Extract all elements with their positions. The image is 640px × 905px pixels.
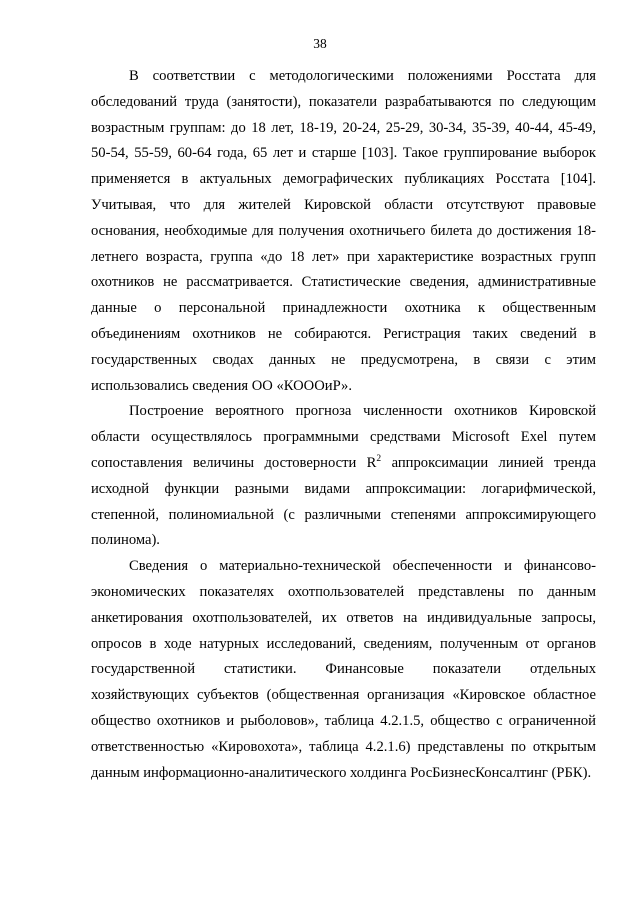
paragraph-methodology: В соответствии с методологическими положениями Росстата для обследований труда (занятости), показатели разрабатываются по следующим возрастным группам: до 18 лет, 18-19, 20-24, 25-29, 30-34, 35-39, 40-44, 45-49, 50-54, 55-59, 60-64 года, 65 лет и старше [103]. Такое группирование выборок применяется в актуальных демографических публикациях Росстата [104]. Учитывая, что для жителей Кировской области отсутствуют правовые основания, необходимые для получения охотничьего билета до достижения 18-летнего возраста, группа «до 18 лет» при характеристике возрастных групп охотников не рассматривается. Статистические сведения, административные данные о персональной принадлежности охотника к общественным объединениям охотников не собираются. Регистрация таких сведений в государственных сводах данных не предусмотрена, в связи с этим использовались сведения ОО «КОООиР». xyxy=(91,68,596,394)
forecast-text-end: аппроксимации линией тренда исходной функции разными видами аппроксимации: логарифмической, степенной, полиномиальной (с различными степенями аппроксимирующего полинома). xyxy=(91,454,597,549)
body-text xyxy=(91,64,596,786)
paragraph-sources: Сведения о материально-технической обеспеченности и финансово-экономических показателях охотпользователей представлены по данным анкетирования охотпользователей, их ответов на индивидуальные запросы, опросов в ходе натурных исследований, сведениям, полученным от органов государственной статистики. Финансовые показатели отдельных хозяйствующих субъектов (общественная организация «Кировское областное общество охотников и рыболовов», таблица 4.2.1.5, общество с ограниченной ответственностью «Кировохота», таблица 4.2.1.6) представлены по открытым данным информационно-аналитического холдинга РосБизнесКонсалтинг (РБК). xyxy=(91,558,596,781)
superscript-exponent: 2 xyxy=(376,454,382,465)
paragraph-forecast xyxy=(91,399,596,554)
forecast-text-start: Построение вероятного прогноза численности охотников Кировской области осуществлялось программными средствами Microsoft Exel путем сопоставления величины достоверности R xyxy=(91,403,596,471)
page-number: 38 xyxy=(313,36,327,51)
